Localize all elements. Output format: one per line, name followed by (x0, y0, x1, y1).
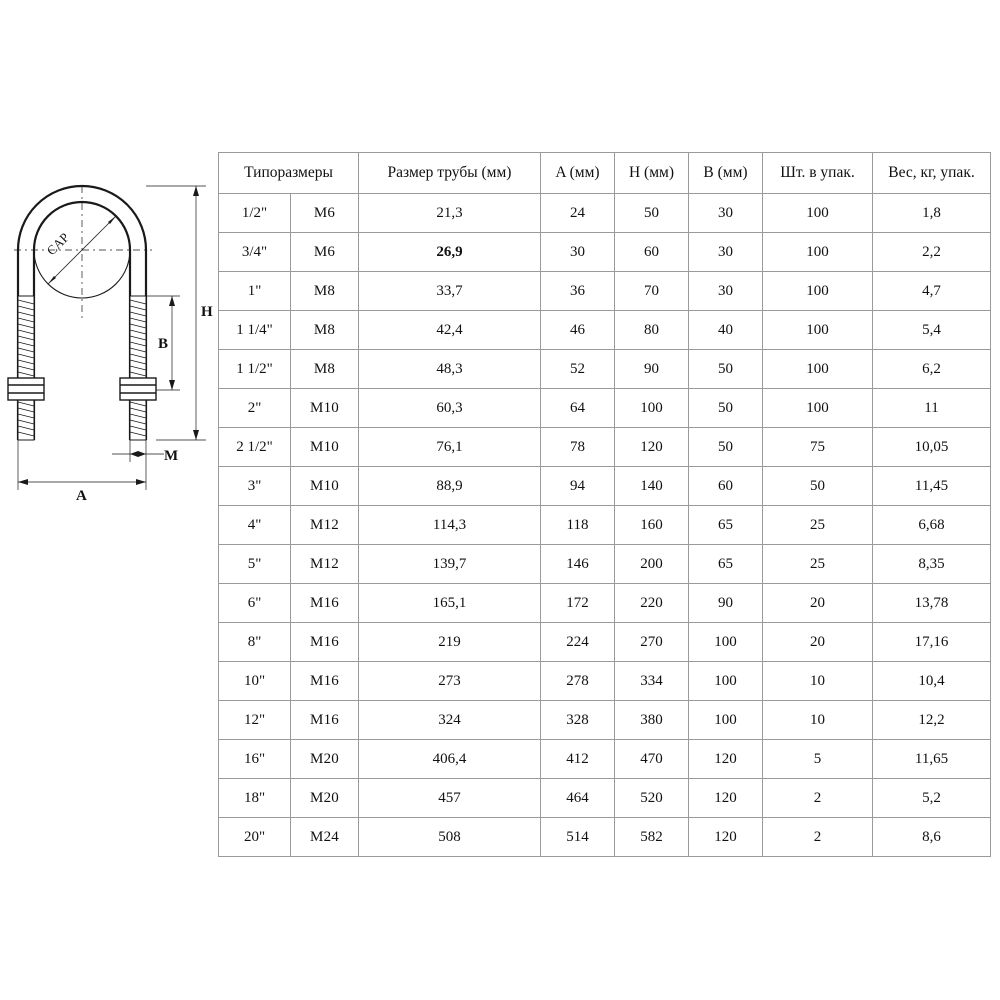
table-row (219, 350, 991, 389)
cell-pipe-size: 88,9 (359, 467, 541, 506)
cell-a: 30 (541, 233, 615, 272)
cell-b: 50 (689, 350, 763, 389)
cell-b: 100 (689, 623, 763, 662)
cell-thread: M16 (291, 701, 359, 740)
cell-size: 16" (219, 740, 291, 779)
cell-thread: M10 (291, 389, 359, 428)
cell-weight: 8,6 (873, 818, 991, 857)
cell-h: 160 (615, 506, 689, 545)
cell-a: 94 (541, 467, 615, 506)
cell-a: 24 (541, 194, 615, 233)
table-row (219, 740, 991, 779)
cell-h: 90 (615, 350, 689, 389)
left-nut (8, 378, 44, 400)
cell-pack-qty: 100 (763, 389, 873, 428)
header-h: H (мм) (615, 153, 689, 194)
cell-b: 30 (689, 233, 763, 272)
table-row (219, 506, 991, 545)
cell-h: 140 (615, 467, 689, 506)
cell-a: 64 (541, 389, 615, 428)
cell-size: 3" (219, 467, 291, 506)
cell-a: 118 (541, 506, 615, 545)
cell-weight: 13,78 (873, 584, 991, 623)
cell-h: 470 (615, 740, 689, 779)
cell-weight: 6,2 (873, 350, 991, 389)
cell-h: 200 (615, 545, 689, 584)
cell-size: 20" (219, 818, 291, 857)
cell-thread: M8 (291, 350, 359, 389)
cell-pack-qty: 100 (763, 194, 873, 233)
cap-label: CAP (43, 229, 73, 259)
cell-h: 60 (615, 233, 689, 272)
cell-thread: M10 (291, 467, 359, 506)
cell-a: 514 (541, 818, 615, 857)
cell-thread: M24 (291, 818, 359, 857)
cell-pipe-size: 324 (359, 701, 541, 740)
cell-pipe-size: 406,4 (359, 740, 541, 779)
table-row (219, 389, 991, 428)
cell-pipe-size: 457 (359, 779, 541, 818)
cell-b: 100 (689, 701, 763, 740)
header-sizes: Типоразмеры (219, 153, 359, 194)
cell-b: 30 (689, 272, 763, 311)
cell-pack-qty: 20 (763, 584, 873, 623)
cell-pipe-size: 165,1 (359, 584, 541, 623)
cell-size: 10" (219, 662, 291, 701)
header-pack-qty: Шт. в упак. (763, 153, 873, 194)
cell-weight: 1,8 (873, 194, 991, 233)
cell-weight: 8,35 (873, 545, 991, 584)
cell-size: 4" (219, 506, 291, 545)
cell-a: 46 (541, 311, 615, 350)
cell-h: 50 (615, 194, 689, 233)
cell-b: 100 (689, 662, 763, 701)
cell-h: 270 (615, 623, 689, 662)
spec-table-container (218, 152, 990, 857)
cell-thread: M20 (291, 779, 359, 818)
cell-thread: M16 (291, 623, 359, 662)
cell-pipe-size: 21,3 (359, 194, 541, 233)
cell-b: 60 (689, 467, 763, 506)
cell-size: 1 1/4" (219, 311, 291, 350)
cell-h: 380 (615, 701, 689, 740)
cell-pack-qty: 5 (763, 740, 873, 779)
dimension-h-label: H (201, 304, 213, 320)
cell-size: 6" (219, 584, 291, 623)
cell-a: 36 (541, 272, 615, 311)
table-row (219, 623, 991, 662)
cell-pipe-size: 76,1 (359, 428, 541, 467)
cell-thread: M6 (291, 233, 359, 272)
dimension-b-label: B (158, 336, 169, 352)
cell-pack-qty: 100 (763, 350, 873, 389)
cell-a: 172 (541, 584, 615, 623)
table-row (219, 272, 991, 311)
cell-thread: M6 (291, 194, 359, 233)
technical-drawing (0, 180, 220, 850)
cell-thread: M8 (291, 272, 359, 311)
cell-weight: 5,2 (873, 779, 991, 818)
table-row (219, 779, 991, 818)
cell-pipe-size: 508 (359, 818, 541, 857)
dimension-m (112, 440, 164, 462)
u-bolt-diagram (0, 180, 220, 680)
cell-thread: M20 (291, 740, 359, 779)
cell-pipe-size: 139,7 (359, 545, 541, 584)
cell-h: 100 (615, 389, 689, 428)
spec-table (218, 152, 991, 857)
cell-a: 146 (541, 545, 615, 584)
cell-b: 50 (689, 428, 763, 467)
cell-pack-qty: 100 (763, 311, 873, 350)
cell-pack-qty: 20 (763, 623, 873, 662)
table-row (219, 818, 991, 857)
table-row (219, 545, 991, 584)
dimension-m-label: M (164, 448, 179, 464)
table-row (219, 467, 991, 506)
cell-a: 464 (541, 779, 615, 818)
cell-b: 120 (689, 740, 763, 779)
cell-pack-qty: 50 (763, 467, 873, 506)
cell-pack-qty: 10 (763, 701, 873, 740)
cell-pack-qty: 75 (763, 428, 873, 467)
cell-pipe-size: 219 (359, 623, 541, 662)
left-threaded-leg (18, 296, 34, 440)
cell-weight: 4,7 (873, 272, 991, 311)
cell-weight: 11 (873, 389, 991, 428)
cell-b: 50 (689, 389, 763, 428)
cell-b: 90 (689, 584, 763, 623)
cell-size: 12" (219, 701, 291, 740)
cell-size: 5" (219, 545, 291, 584)
cell-thread: M12 (291, 506, 359, 545)
cell-pack-qty: 10 (763, 662, 873, 701)
table-row (219, 194, 991, 233)
dimension-a-label: A (76, 488, 87, 504)
cell-thread: M10 (291, 428, 359, 467)
cell-b: 120 (689, 818, 763, 857)
cell-pack-qty: 25 (763, 506, 873, 545)
cell-size: 18" (219, 779, 291, 818)
cell-a: 224 (541, 623, 615, 662)
dimension-a (18, 440, 146, 490)
cell-pipe-size: 60,3 (359, 389, 541, 428)
cell-size: 8" (219, 623, 291, 662)
cell-pipe-size: 48,3 (359, 350, 541, 389)
cell-a: 412 (541, 740, 615, 779)
cell-h: 80 (615, 311, 689, 350)
cell-weight: 11,45 (873, 467, 991, 506)
cell-b: 120 (689, 779, 763, 818)
cell-b: 65 (689, 506, 763, 545)
cell-size: 1/2" (219, 194, 291, 233)
cell-thread: M16 (291, 584, 359, 623)
cell-a: 328 (541, 701, 615, 740)
cell-pack-qty: 100 (763, 272, 873, 311)
cell-weight: 11,65 (873, 740, 991, 779)
table-header-row (219, 153, 991, 194)
cell-h: 70 (615, 272, 689, 311)
cell-pipe-size: 33,7 (359, 272, 541, 311)
table-row (219, 428, 991, 467)
table-row (219, 233, 991, 272)
cell-pipe-size: 26,9 (359, 233, 541, 272)
cell-weight: 5,4 (873, 311, 991, 350)
cell-size: 3/4" (219, 233, 291, 272)
cell-thread: M16 (291, 662, 359, 701)
cell-a: 52 (541, 350, 615, 389)
cell-h: 220 (615, 584, 689, 623)
cell-pack-qty: 2 (763, 818, 873, 857)
cell-weight: 6,68 (873, 506, 991, 545)
cell-h: 520 (615, 779, 689, 818)
cell-a: 78 (541, 428, 615, 467)
dimension-h (146, 186, 206, 440)
cell-weight: 2,2 (873, 233, 991, 272)
cell-b: 65 (689, 545, 763, 584)
cell-b: 40 (689, 311, 763, 350)
cell-thread: M12 (291, 545, 359, 584)
cell-weight: 17,16 (873, 623, 991, 662)
cell-size: 2 1/2" (219, 428, 291, 467)
cell-pipe-size: 273 (359, 662, 541, 701)
header-a: A (мм) (541, 153, 615, 194)
cell-pipe-size: 114,3 (359, 506, 541, 545)
cell-weight: 10,4 (873, 662, 991, 701)
table-row (219, 701, 991, 740)
cell-size: 1 1/2" (219, 350, 291, 389)
cell-a: 278 (541, 662, 615, 701)
cell-b: 30 (689, 194, 763, 233)
header-pipe-size: Размер трубы (мм) (359, 153, 541, 194)
cell-thread: M8 (291, 311, 359, 350)
cell-h: 120 (615, 428, 689, 467)
table-row (219, 662, 991, 701)
cell-pack-qty: 25 (763, 545, 873, 584)
table-row (219, 584, 991, 623)
cell-h: 582 (615, 818, 689, 857)
header-weight: Вес, кг, упак. (873, 153, 991, 194)
cell-pack-qty: 100 (763, 233, 873, 272)
right-nut (120, 378, 156, 400)
cell-pack-qty: 2 (763, 779, 873, 818)
cell-h: 334 (615, 662, 689, 701)
cell-pipe-size: 42,4 (359, 311, 541, 350)
table-row (219, 311, 991, 350)
cell-size: 1" (219, 272, 291, 311)
right-threaded-leg (130, 296, 146, 440)
header-b: B (мм) (689, 153, 763, 194)
cell-size: 2" (219, 389, 291, 428)
cell-weight: 12,2 (873, 701, 991, 740)
cell-weight: 10,05 (873, 428, 991, 467)
